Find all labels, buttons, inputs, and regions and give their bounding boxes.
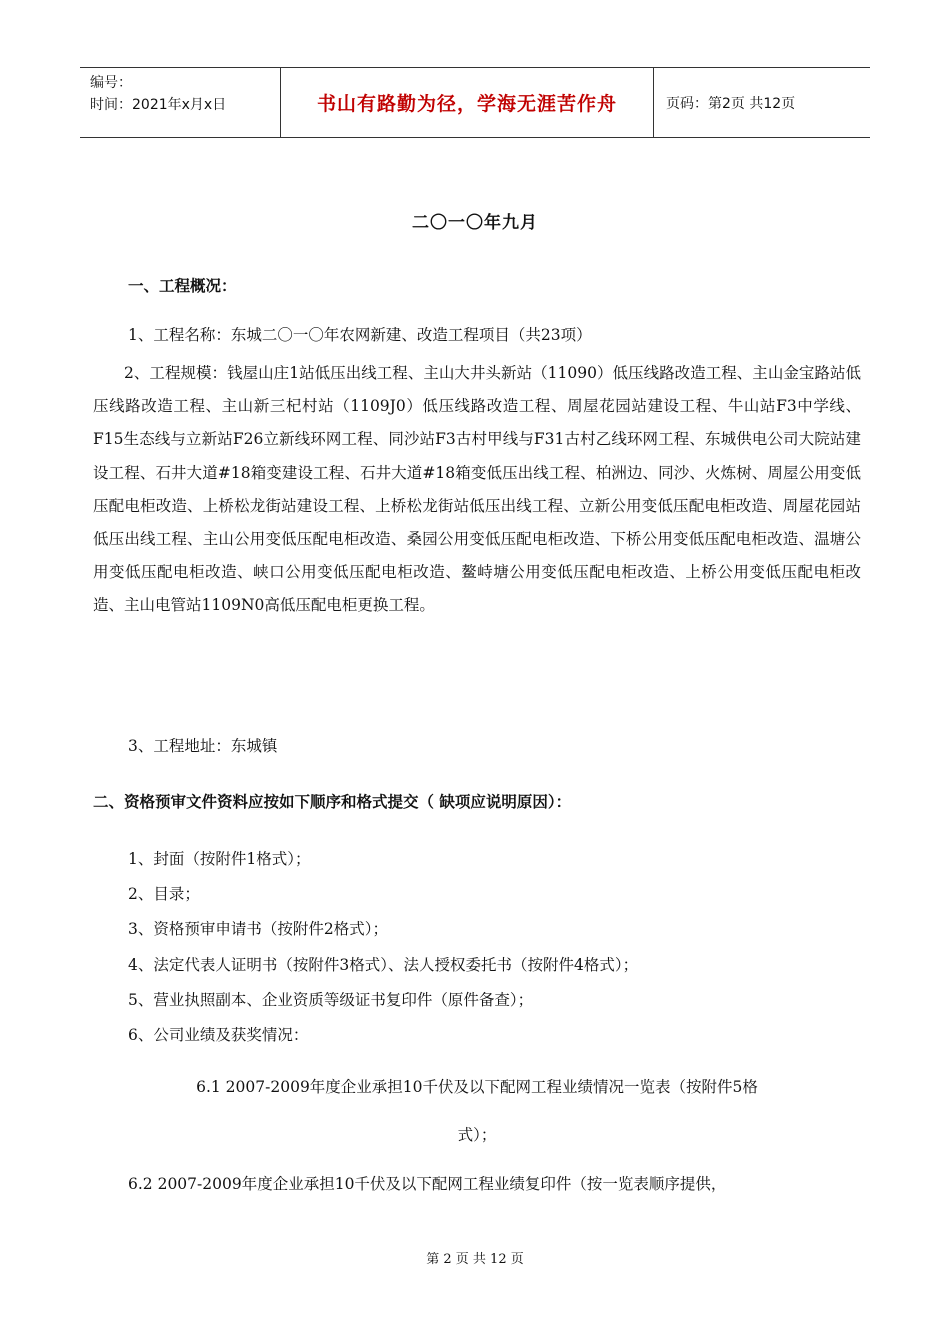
list-item: 4、法定代表人证明书（按附件3格式）、法人授权委托书（按附件4格式）；: [128, 956, 639, 974]
project-scope: 2、工程规模：钱屋山庄1站低压出线工程、主山大井头新站（11090）低压线路改造工程、主山金宝路站低压线路改造工程、主山新三杞村站（1109J0）低压线路改造工程、周屋花园站建设工程、牛山站F3中学线、F15生态线与立新站F26立新线环网工程、同沙站F3古村甲线与F31古村乙线环网工程、东城供电公司大院站建设工程、石井大道#18箱变建设工程、石井大道#18箱变低压出线工程、柏洲边、同沙、火炼树、周屋公用变低压配电柜改造、上桥松龙街站建设工程、上桥松龙街站低压出线工程、立新公用变低压配电柜改造、周屋花园站低压出线工程、主山公用变低压配电柜改造、桑园公用变低压配电柜改造、下桥公用变低压配电柜改造、温塘公用变低压配电柜改造、峡口公用变低压配电柜改造、鳌峙塘公用变低压配电柜改造、上桥公用变低压配电柜改造、主山电管站1109N0高低压配电柜更换工程。: [93, 364, 861, 615]
list-item: 1、封面（按附件1格式）；: [128, 850, 311, 868]
sub-item-6-2: 6.2 2007-2009年度企业承担10千伏及以下配网工程业绩复印件（按一览表顺序提供，: [128, 1175, 727, 1193]
sub-item-6-1-line2: 式）；: [457, 1126, 497, 1144]
document-date-title: 二〇一〇年九月: [412, 213, 538, 233]
header-meta: [80, 68, 280, 137]
list-item: 2、目录；: [128, 885, 200, 903]
list-item: 6、公司业绩及获奖情况：: [128, 1026, 309, 1044]
project-name: 1、工程名称：东城二〇一〇年农网新建、改造工程项目（共23项）: [128, 326, 592, 344]
page-info: 页码：第2页 共12页: [666, 95, 796, 112]
list-item: 5、营业执照副本、企业资质等级证书复印件（原件备查）；: [128, 991, 534, 1009]
project-address: 3、工程地址：东城镇: [128, 737, 278, 755]
header-page-info: [654, 68, 870, 137]
header-motto-cell: [280, 68, 654, 137]
doc-number-label: 编号：: [90, 75, 132, 91]
time-label: 时间：2021年x月x日: [90, 97, 227, 113]
section2-heading: 二、资格预审文件资料应按如下顺序和格式提交（ 缺项应说明原因）：: [93, 792, 572, 811]
sub-item-6-1-line1: 6.1 2007-2009年度企业承担10千伏及以下配网工程业绩情况一览表（按附件5格: [196, 1078, 758, 1096]
section1-heading: 一、工程概况：: [128, 276, 237, 295]
motto: 书山有路勤为径，学海无涯苦作舟: [316, 93, 617, 115]
list-item: 3、资格预审申请书（按附件2格式）；: [128, 920, 388, 938]
page-header: [80, 67, 870, 138]
page-footer: 第 2 页 共 12 页: [426, 1252, 524, 1267]
